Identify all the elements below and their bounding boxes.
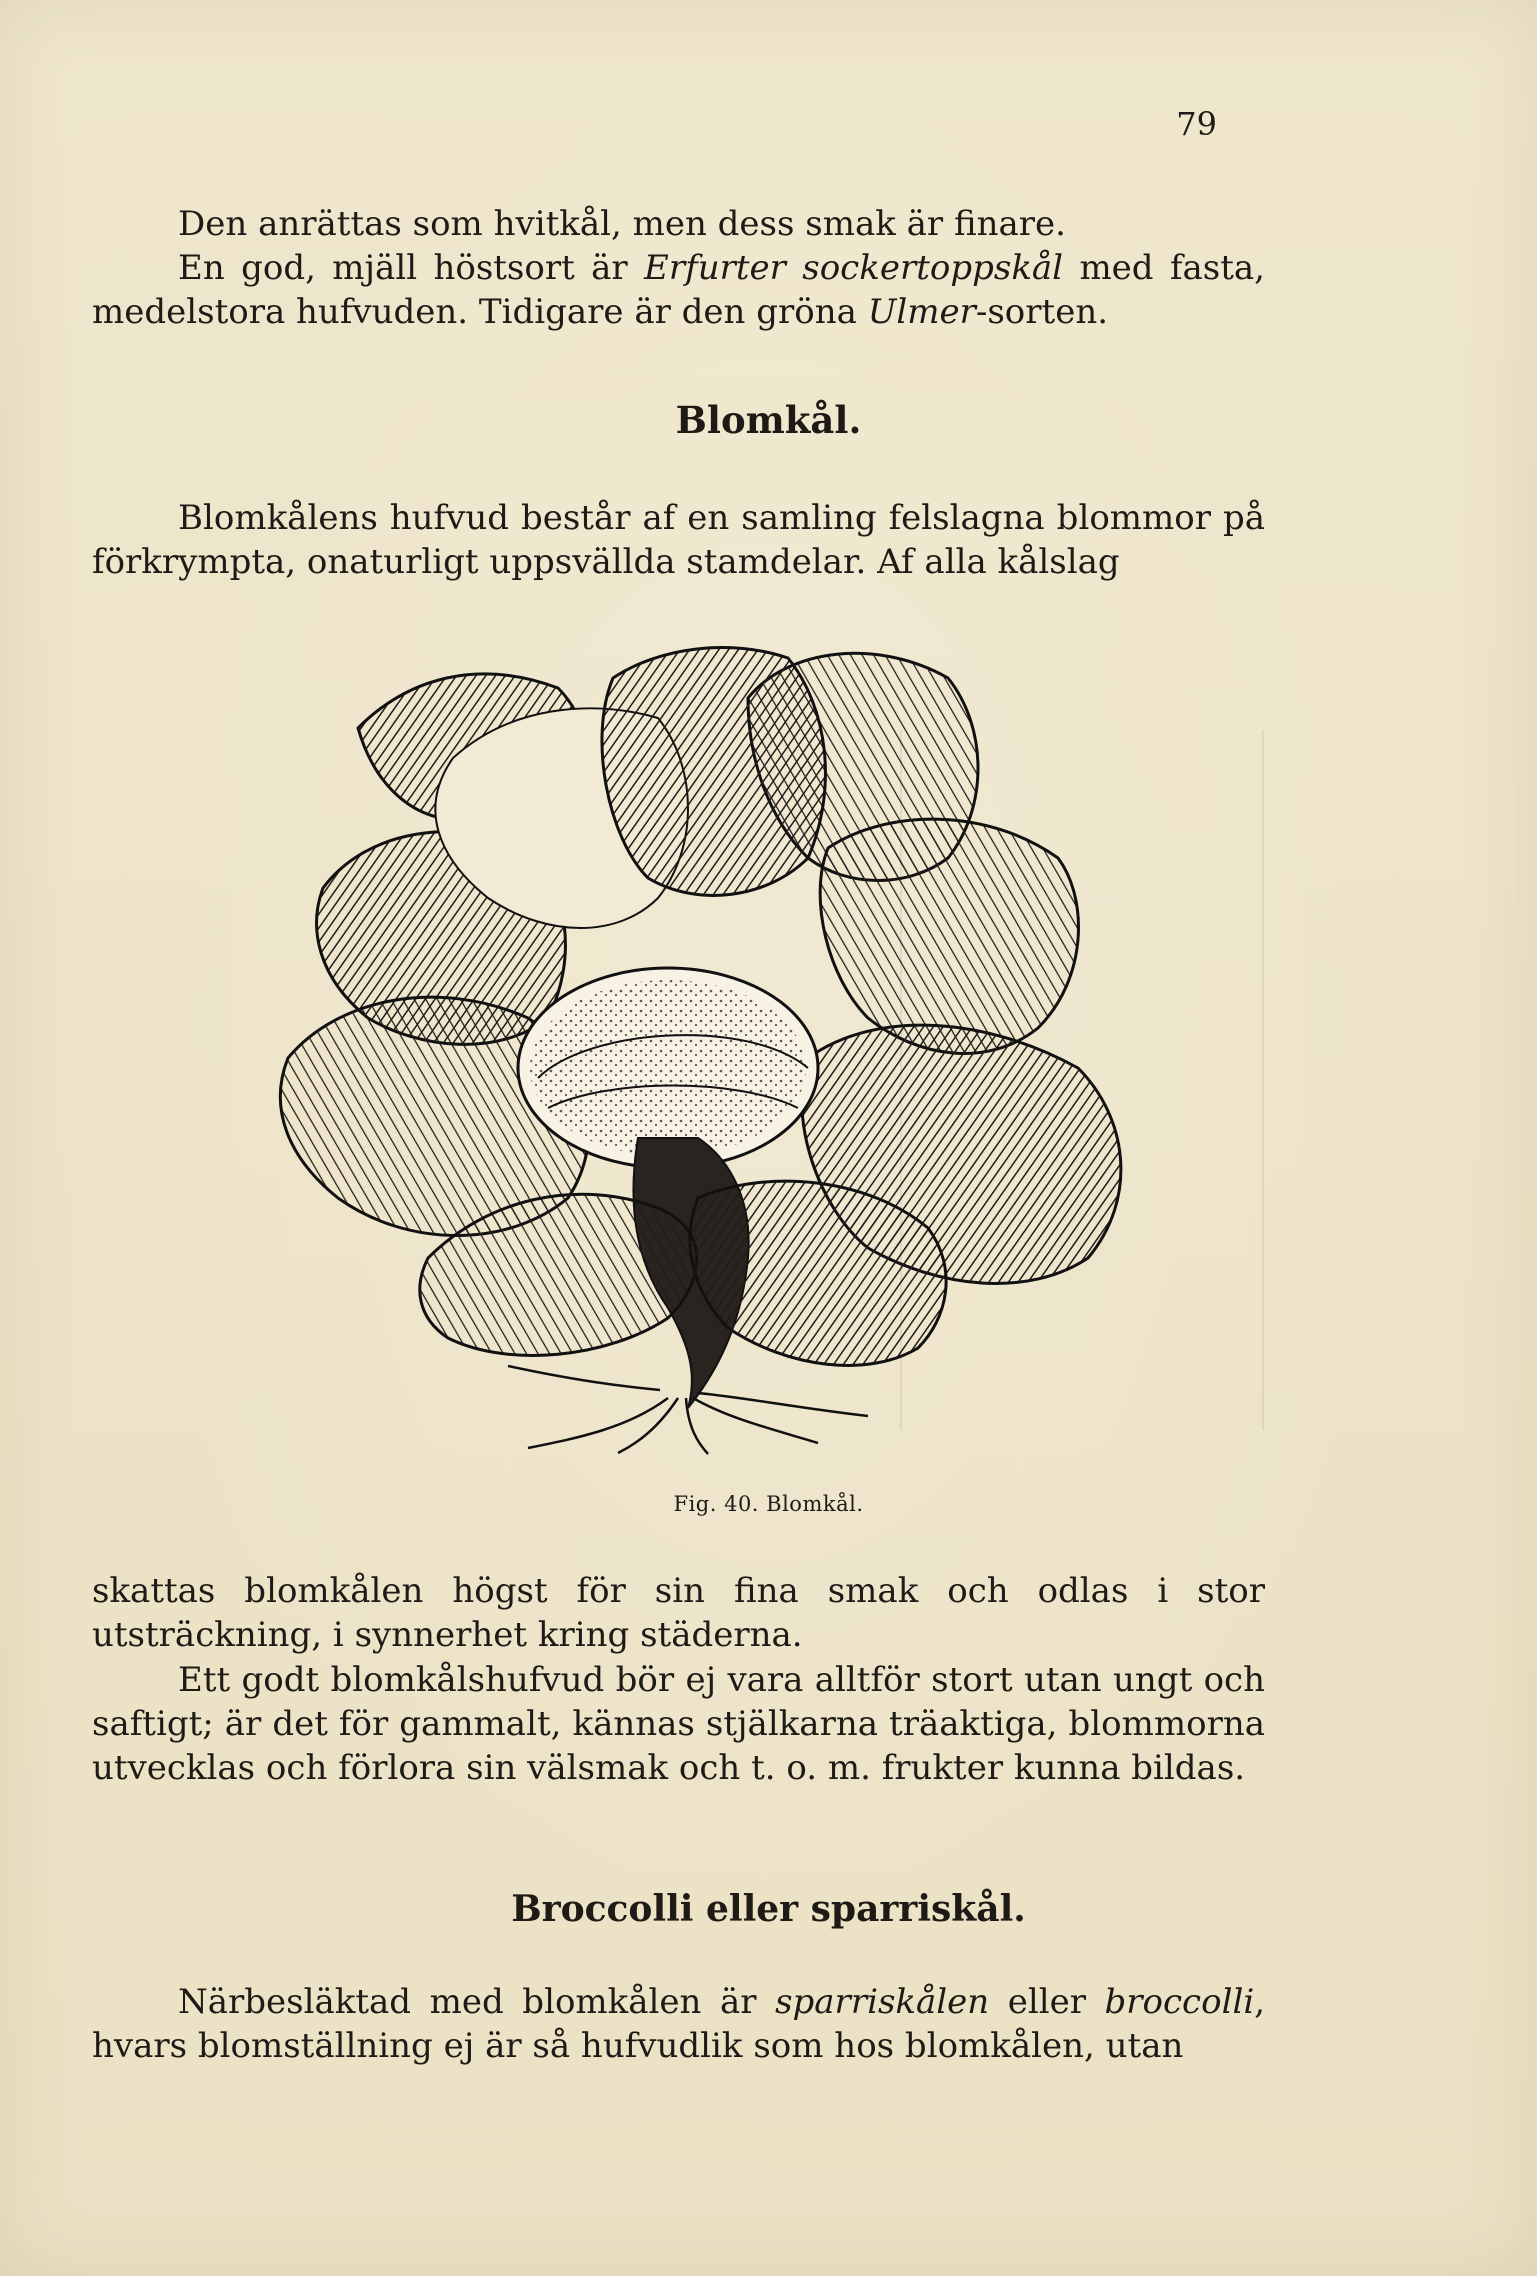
intro-line-3-pre: medelstora hufvuden. Tidigare är den gröna (92, 292, 868, 332)
figure-caption: Fig. 40. Blomkål. (673, 1492, 864, 1516)
term-sparriskalen: sparriskålen (775, 1982, 990, 2022)
intro-line-2 (92, 246, 1265, 334)
intro-line-1: Den anrättas som hvitkål, men dess smak är finare. (178, 204, 1066, 244)
broccoli-paragraph (92, 1980, 1265, 2068)
blomkal-paragraph-1: Blomkålens hufvud består af en samling felslagna blommor på förkrympta, onaturligt uppsvällda stamdelar. Af alla kålslag (92, 498, 1265, 582)
cauliflower-illustration (228, 638, 1146, 1458)
blomkal-paragraph-3: Ett godt blomkålshufvud bör ej vara alltför stort utan ungt och saftigt; är det för gammalt, kännas stjälkarna träaktiga, blommorna utvecklas och förlora sin välsmak och t. o. m. frukter kunna bildas. (92, 1660, 1265, 1788)
broccoli-mid: eller (989, 1982, 1105, 2022)
term-broccolli: broccolli (1104, 1982, 1255, 2022)
intro-line-2-post: med fasta, (1063, 248, 1265, 288)
intro-paragraph (92, 202, 1265, 334)
variety-ulmer: Ulmer (867, 292, 976, 332)
section-title-blomkal: Blomkål. (675, 398, 862, 442)
broccoli-pre: Närbesläktad med blomkålen är (178, 1982, 776, 2022)
broccoli-post: , hvars blomställning ej är så hufvudlik som hos blomkålen, utan (92, 1982, 1266, 2066)
variety-erfurter: Erfurter sockertoppskål (644, 248, 1064, 288)
intro-line-2-pre: En god, mjäll höstsort är (178, 248, 645, 288)
blomkal-paragraph-2: skattas blomkålen högst för sin fina smak och odlas i stor utsträckning, i synnerhet kring städerna. (92, 1571, 1265, 1655)
intro-line-3-post: -sorten. (975, 292, 1109, 332)
page-number: 79 (1176, 105, 1217, 143)
section-title-broccoli: Broccolli eller sparriskål. (511, 1888, 1026, 1930)
